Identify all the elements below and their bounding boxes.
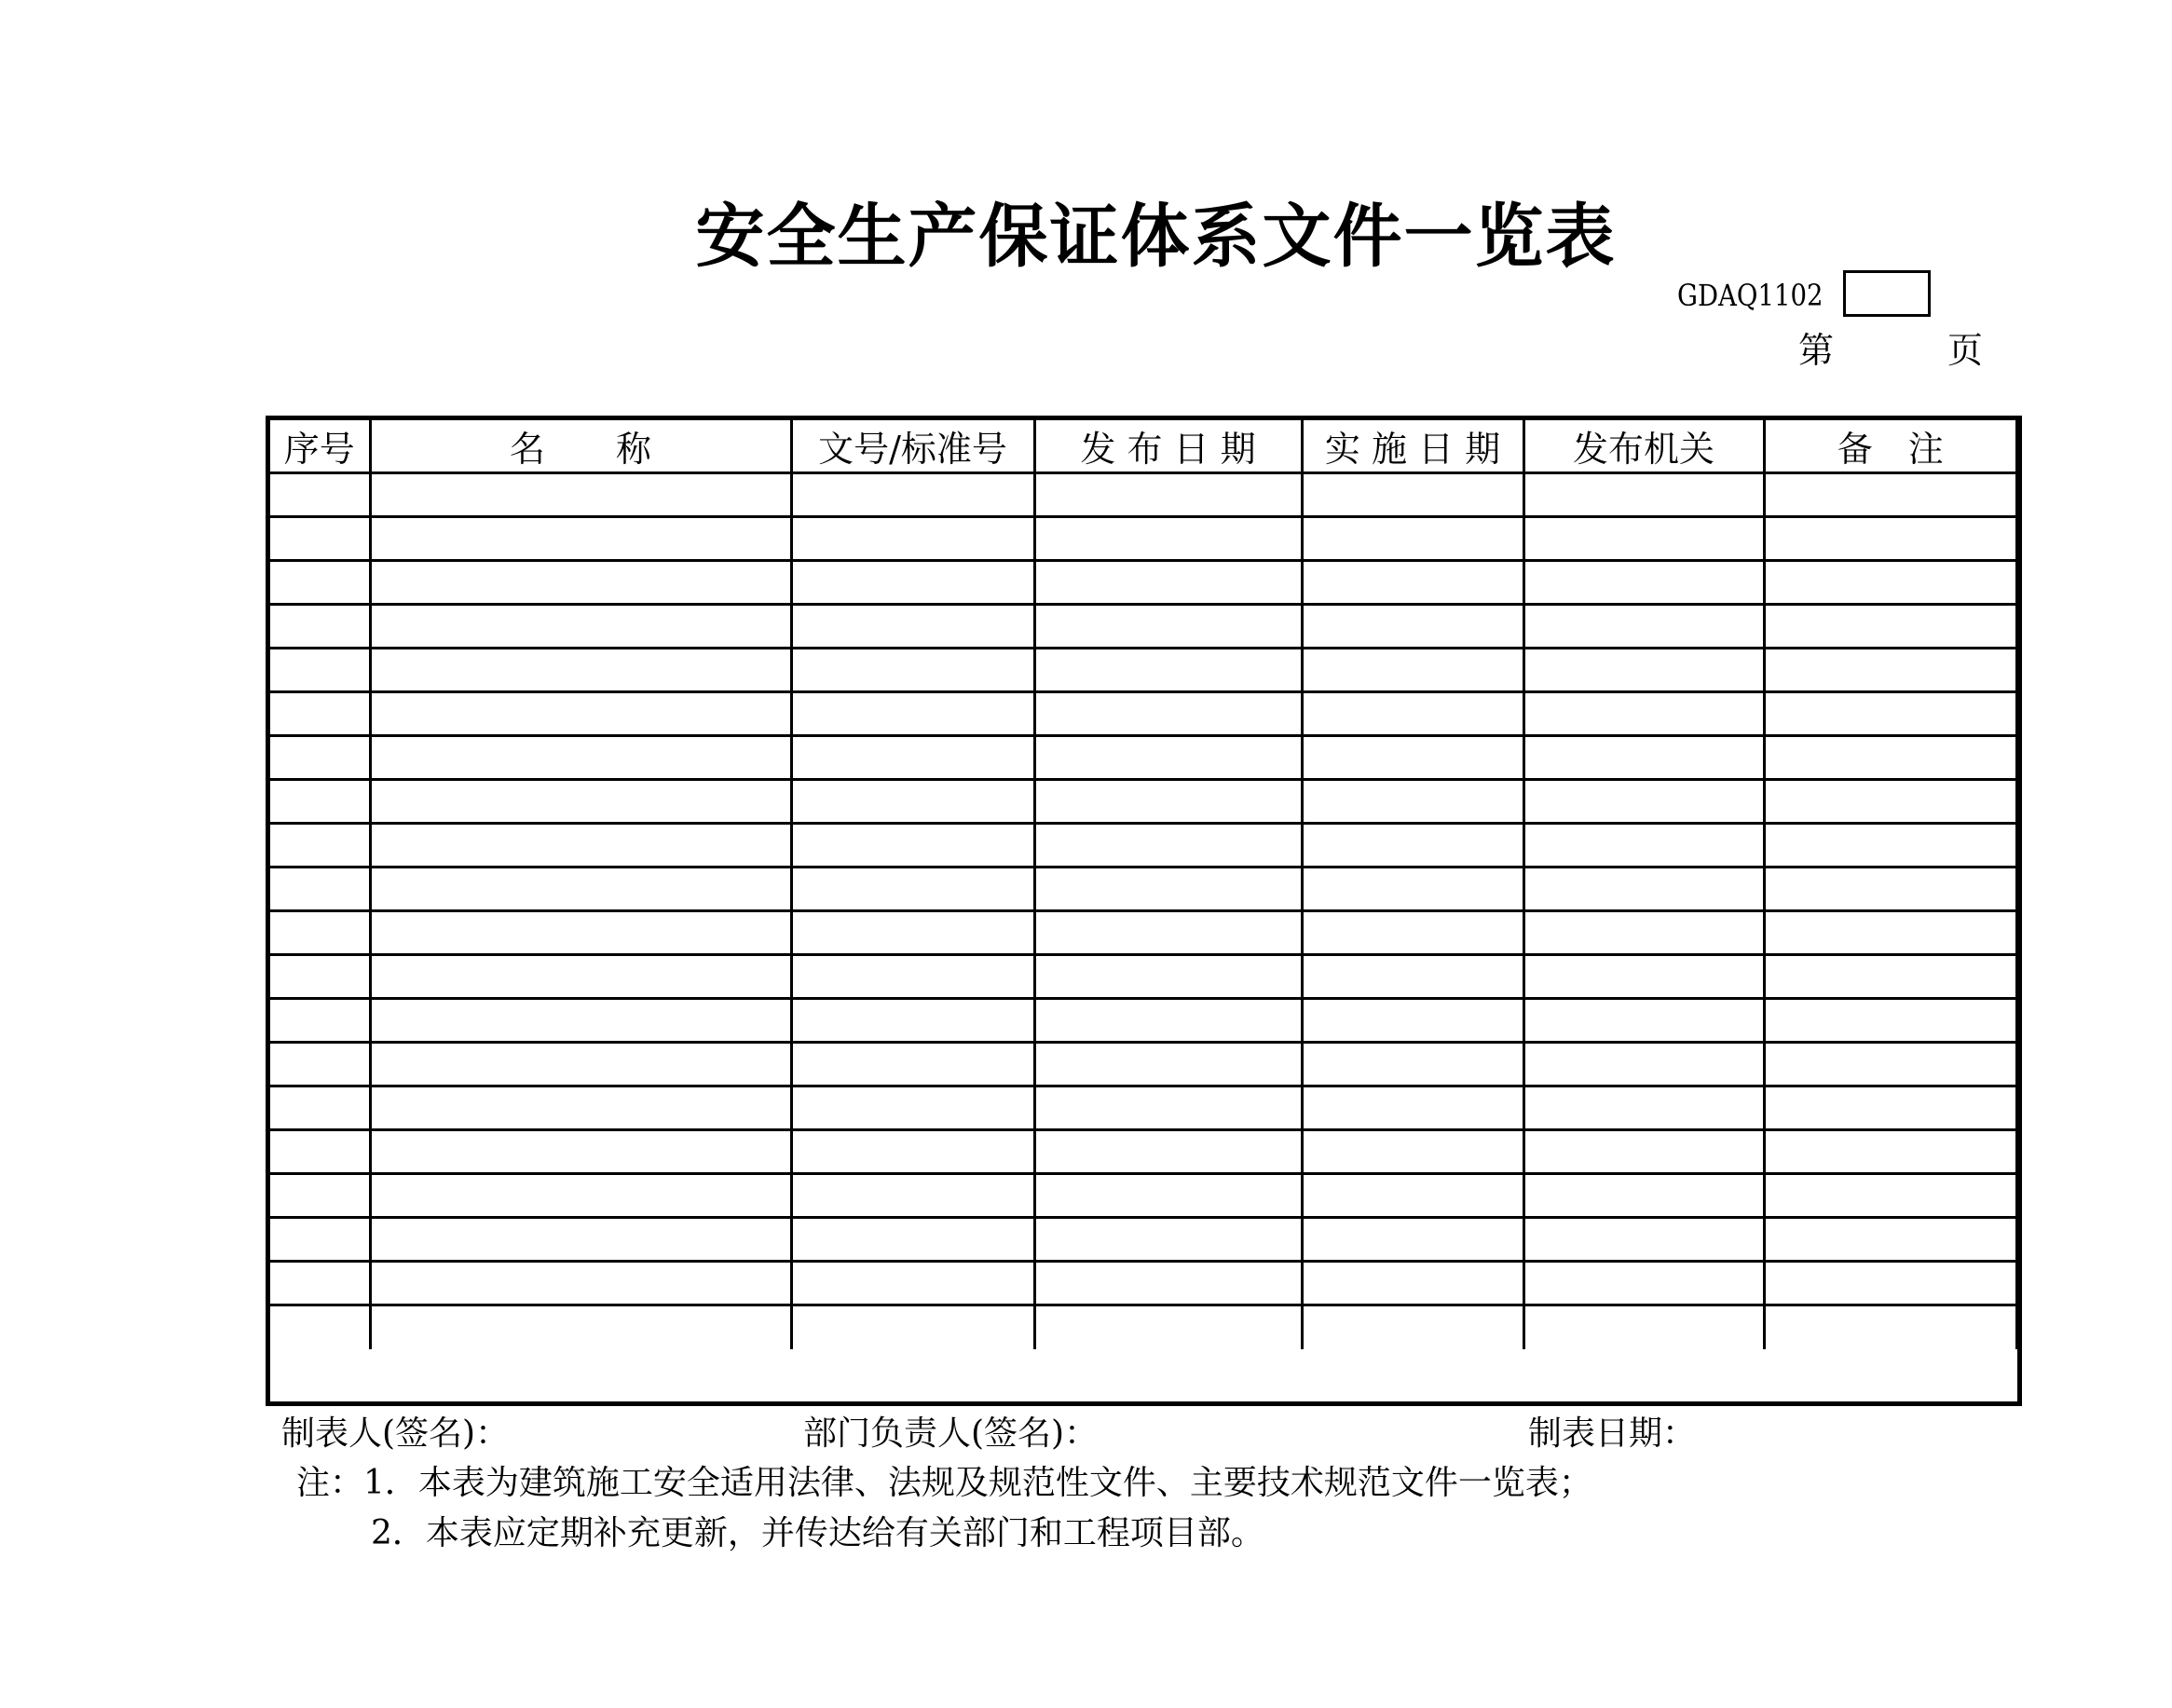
issuing-authority-cell[interactable] bbox=[1523, 561, 1764, 605]
issuing-authority-cell[interactable] bbox=[1523, 473, 1764, 517]
name-cell[interactable] bbox=[370, 1305, 791, 1349]
effective-date-cell[interactable] bbox=[1302, 868, 1523, 911]
issuing-authority-cell[interactable] bbox=[1523, 868, 1764, 911]
remarks-cell[interactable] bbox=[1764, 780, 2017, 824]
name-cell[interactable] bbox=[370, 736, 791, 780]
publish-date-cell[interactable] bbox=[1034, 1086, 1302, 1130]
issuing-authority-cell[interactable] bbox=[1523, 780, 1764, 824]
document-number-cell[interactable] bbox=[791, 517, 1034, 561]
document-list-table bbox=[270, 420, 2019, 1349]
effective-date-cell[interactable] bbox=[1302, 692, 1523, 736]
effective-date-cell[interactable] bbox=[1302, 1218, 1523, 1262]
publish-date-cell[interactable] bbox=[1034, 517, 1302, 561]
serial-number-cell[interactable] bbox=[270, 1305, 370, 1349]
remarks-cell[interactable] bbox=[1764, 1043, 2017, 1086]
serial-number-cell[interactable] bbox=[270, 1043, 370, 1086]
serial-number-cell[interactable] bbox=[270, 868, 370, 911]
remarks-cell[interactable] bbox=[1764, 1218, 2017, 1262]
document-number-cell[interactable] bbox=[791, 473, 1034, 517]
document-number-cell[interactable] bbox=[791, 1130, 1034, 1174]
document-number-cell[interactable] bbox=[791, 1218, 1034, 1262]
remarks-cell[interactable] bbox=[1764, 605, 2017, 649]
document-number-cell[interactable] bbox=[791, 999, 1034, 1043]
serial-number-cell[interactable] bbox=[270, 1262, 370, 1305]
publish-date-cell[interactable] bbox=[1034, 692, 1302, 736]
form-code: GDAQ1102 bbox=[1677, 278, 1824, 313]
name-cell[interactable] bbox=[370, 473, 791, 517]
publish-date-cell[interactable] bbox=[1034, 649, 1302, 692]
document-number-cell[interactable] bbox=[791, 780, 1034, 824]
remarks-cell[interactable] bbox=[1764, 1262, 2017, 1305]
serial-number-cell[interactable] bbox=[270, 1218, 370, 1262]
serial-number-cell[interactable] bbox=[270, 649, 370, 692]
issuing-authority-cell[interactable] bbox=[1523, 999, 1764, 1043]
table-row bbox=[270, 868, 2017, 911]
table-row bbox=[270, 517, 2017, 561]
table-body bbox=[270, 473, 2017, 1349]
remarks-cell[interactable] bbox=[1764, 561, 2017, 605]
table-row bbox=[270, 955, 2017, 999]
publish-date-cell[interactable] bbox=[1034, 473, 1302, 517]
document-number-cell[interactable] bbox=[791, 605, 1034, 649]
remarks-cell[interactable] bbox=[1764, 1130, 2017, 1174]
publish-date-cell[interactable] bbox=[1034, 605, 1302, 649]
remarks-cell[interactable] bbox=[1764, 1086, 2017, 1130]
effective-date-cell[interactable] bbox=[1302, 736, 1523, 780]
document-number-cell[interactable] bbox=[791, 911, 1034, 955]
page-label-prefix: 第 bbox=[1798, 330, 1835, 371]
table-date-label: 制表日期： bbox=[1528, 1414, 1697, 1453]
publish-date-cell[interactable] bbox=[1034, 911, 1302, 955]
table-row bbox=[270, 1086, 2017, 1130]
publish-date-cell[interactable] bbox=[1034, 1262, 1302, 1305]
issuing-authority-cell[interactable] bbox=[1523, 1174, 1764, 1218]
document-title: 安全生产保证体系文件一览表 bbox=[695, 197, 1617, 277]
effective-date-cell[interactable] bbox=[1302, 1262, 1523, 1305]
publish-date-cell[interactable] bbox=[1034, 824, 1302, 868]
effective-date-cell[interactable] bbox=[1302, 561, 1523, 605]
serial-number-cell[interactable] bbox=[270, 473, 370, 517]
header-serial-number: 序号 bbox=[270, 420, 370, 473]
table-row bbox=[270, 1305, 2017, 1349]
page-label-suffix: 页 bbox=[1947, 330, 1984, 371]
issuing-authority-cell[interactable] bbox=[1523, 1130, 1764, 1174]
name-cell[interactable] bbox=[370, 1130, 791, 1174]
name-cell[interactable] bbox=[370, 692, 791, 736]
serial-number-cell[interactable] bbox=[270, 999, 370, 1043]
publish-date-cell[interactable] bbox=[1034, 561, 1302, 605]
serial-number-cell[interactable] bbox=[270, 561, 370, 605]
document-number-cell[interactable] bbox=[791, 736, 1034, 780]
table-row bbox=[270, 605, 2017, 649]
table-row bbox=[270, 1174, 2017, 1218]
table-row bbox=[270, 780, 2017, 824]
publish-date-cell[interactable] bbox=[1034, 999, 1302, 1043]
effective-date-cell[interactable] bbox=[1302, 605, 1523, 649]
table-row bbox=[270, 736, 2017, 780]
document-list-table-frame bbox=[266, 416, 2022, 1406]
table-row bbox=[270, 1262, 2017, 1305]
remarks-cell[interactable] bbox=[1764, 736, 2017, 780]
effective-date-cell[interactable] bbox=[1302, 1086, 1523, 1130]
publish-date-cell[interactable] bbox=[1034, 1174, 1302, 1218]
table-header-row bbox=[270, 420, 2017, 473]
table-row bbox=[270, 1218, 2017, 1262]
document-number-cell[interactable] bbox=[791, 561, 1034, 605]
effective-date-cell[interactable] bbox=[1302, 999, 1523, 1043]
name-cell[interactable] bbox=[370, 868, 791, 911]
header-document-number: 文号/标准号 bbox=[791, 420, 1034, 473]
document-number-cell[interactable] bbox=[791, 1305, 1034, 1349]
publish-date-cell[interactable] bbox=[1034, 736, 1302, 780]
serial-number-cell[interactable] bbox=[270, 1130, 370, 1174]
name-cell[interactable] bbox=[370, 1218, 791, 1262]
serial-number-cell[interactable] bbox=[270, 605, 370, 649]
document-number-cell[interactable] bbox=[791, 649, 1034, 692]
table-row bbox=[270, 1130, 2017, 1174]
issuing-authority-cell[interactable] bbox=[1523, 824, 1764, 868]
effective-date-cell[interactable] bbox=[1302, 780, 1523, 824]
effective-date-cell[interactable] bbox=[1302, 1130, 1523, 1174]
effective-date-cell[interactable] bbox=[1302, 955, 1523, 999]
note-line-1: 注：1．本表为建筑施工安全适用法律、法规及规范性文件、主要技术规范文件一览表； bbox=[296, 1464, 1592, 1502]
issuing-authority-cell[interactable] bbox=[1523, 1262, 1764, 1305]
header-issuing-authority: 发布机关 bbox=[1523, 420, 1764, 473]
document-number-cell[interactable] bbox=[791, 692, 1034, 736]
name-cell[interactable] bbox=[370, 1086, 791, 1130]
table-row bbox=[270, 649, 2017, 692]
remarks-cell[interactable] bbox=[1764, 649, 2017, 692]
issuing-authority-cell[interactable] bbox=[1523, 1305, 1764, 1349]
remarks-cell[interactable] bbox=[1764, 824, 2017, 868]
table-row bbox=[270, 1043, 2017, 1086]
name-cell[interactable] bbox=[370, 561, 791, 605]
publish-date-cell[interactable] bbox=[1034, 955, 1302, 999]
remarks-cell[interactable] bbox=[1764, 911, 2017, 955]
name-cell[interactable] bbox=[370, 955, 791, 999]
remarks-cell[interactable] bbox=[1764, 473, 2017, 517]
document-number-cell[interactable] bbox=[791, 1086, 1034, 1130]
table-row bbox=[270, 911, 2017, 955]
issuing-authority-cell[interactable] bbox=[1523, 517, 1764, 561]
name-cell[interactable] bbox=[370, 824, 791, 868]
name-cell[interactable] bbox=[370, 649, 791, 692]
document-number-cell[interactable] bbox=[791, 955, 1034, 999]
form-number-box[interactable] bbox=[1843, 270, 1931, 317]
remarks-cell[interactable] bbox=[1764, 517, 2017, 561]
effective-date-cell[interactable] bbox=[1302, 911, 1523, 955]
name-cell[interactable] bbox=[370, 911, 791, 955]
serial-number-cell[interactable] bbox=[270, 692, 370, 736]
document-number-cell[interactable] bbox=[791, 824, 1034, 868]
issuing-authority-cell[interactable] bbox=[1523, 692, 1764, 736]
serial-number-cell[interactable] bbox=[270, 911, 370, 955]
issuing-authority-cell[interactable] bbox=[1523, 1043, 1764, 1086]
publish-date-cell[interactable] bbox=[1034, 1305, 1302, 1349]
issuing-authority-cell[interactable] bbox=[1523, 605, 1764, 649]
document-number-cell[interactable] bbox=[791, 868, 1034, 911]
header-effective-date: 实 施 日 期 bbox=[1302, 420, 1523, 473]
name-cell[interactable] bbox=[370, 1262, 791, 1305]
name-cell[interactable] bbox=[370, 605, 791, 649]
effective-date-cell[interactable] bbox=[1302, 1174, 1523, 1218]
issuing-authority-cell[interactable] bbox=[1523, 736, 1764, 780]
serial-number-cell[interactable] bbox=[270, 824, 370, 868]
header-remarks: 备 注 bbox=[1764, 420, 2017, 473]
table-row bbox=[270, 692, 2017, 736]
document-number-cell[interactable] bbox=[791, 1043, 1034, 1086]
table-row bbox=[270, 824, 2017, 868]
document-number-cell[interactable] bbox=[791, 1174, 1034, 1218]
issuing-authority-cell[interactable] bbox=[1523, 1086, 1764, 1130]
remarks-cell[interactable] bbox=[1764, 692, 2017, 736]
remarks-cell[interactable] bbox=[1764, 955, 2017, 999]
remarks-cell[interactable] bbox=[1764, 868, 2017, 911]
remarks-cell[interactable] bbox=[1764, 1174, 2017, 1218]
serial-number-cell[interactable] bbox=[270, 955, 370, 999]
issuing-authority-cell[interactable] bbox=[1523, 955, 1764, 999]
name-cell[interactable] bbox=[370, 1174, 791, 1218]
effective-date-cell[interactable] bbox=[1302, 1305, 1523, 1349]
issuing-authority-cell[interactable] bbox=[1523, 649, 1764, 692]
serial-number-cell[interactable] bbox=[270, 517, 370, 561]
issuing-authority-cell[interactable] bbox=[1523, 911, 1764, 955]
publish-date-cell[interactable] bbox=[1034, 1130, 1302, 1174]
serial-number-cell[interactable] bbox=[270, 780, 370, 824]
remarks-cell[interactable] bbox=[1764, 999, 2017, 1043]
effective-date-cell[interactable] bbox=[1302, 1043, 1523, 1086]
effective-date-cell[interactable] bbox=[1302, 649, 1523, 692]
table-row bbox=[270, 473, 2017, 517]
effective-date-cell[interactable] bbox=[1302, 517, 1523, 561]
publish-date-cell[interactable] bbox=[1034, 868, 1302, 911]
maker-signature-label: 制表人(签名)： bbox=[281, 1414, 510, 1453]
serial-number-cell[interactable] bbox=[270, 736, 370, 780]
header-name: 名 称 bbox=[370, 420, 791, 473]
serial-number-cell[interactable] bbox=[270, 1086, 370, 1130]
publish-date-cell[interactable] bbox=[1034, 1218, 1302, 1262]
name-cell[interactable] bbox=[370, 780, 791, 824]
issuing-authority-cell[interactable] bbox=[1523, 1218, 1764, 1262]
table-row bbox=[270, 561, 2017, 605]
publish-date-cell[interactable] bbox=[1034, 1043, 1302, 1086]
table-row bbox=[270, 999, 2017, 1043]
document-number-cell[interactable] bbox=[791, 1262, 1034, 1305]
header-publish-date: 发 布 日 期 bbox=[1034, 420, 1302, 473]
remarks-cell[interactable] bbox=[1764, 1305, 2017, 1349]
publish-date-cell[interactable] bbox=[1034, 780, 1302, 824]
effective-date-cell[interactable] bbox=[1302, 824, 1523, 868]
name-cell[interactable] bbox=[370, 999, 791, 1043]
note-line-2: 2．本表应定期补充更新，并传达给有关部门和工程项目部。 bbox=[371, 1514, 1264, 1552]
effective-date-cell[interactable] bbox=[1302, 473, 1523, 517]
serial-number-cell[interactable] bbox=[270, 1174, 370, 1218]
dept-head-signature-label: 部门负责人(签名)： bbox=[803, 1414, 1099, 1453]
name-cell[interactable] bbox=[370, 1043, 791, 1086]
name-cell[interactable] bbox=[370, 517, 791, 561]
